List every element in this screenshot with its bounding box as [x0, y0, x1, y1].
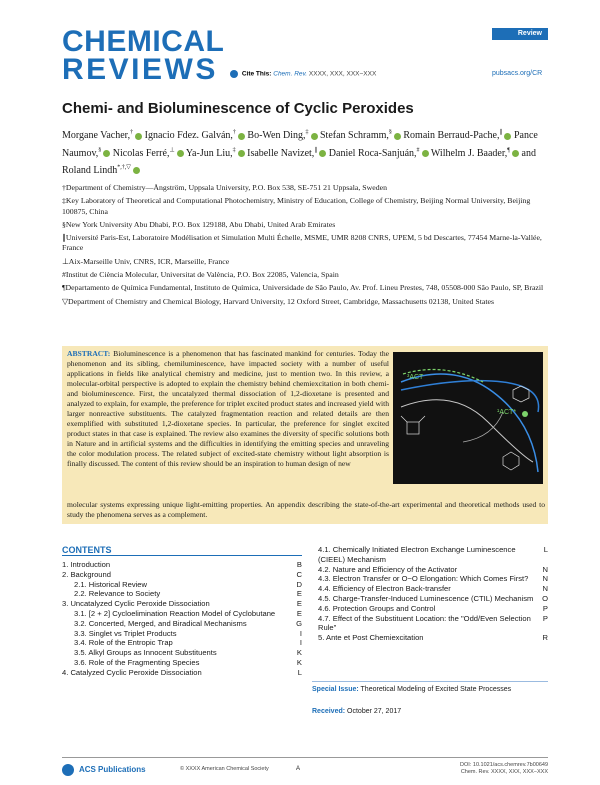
toc-entry-page: L — [297, 667, 302, 677]
toc-entry-page: E — [296, 599, 302, 609]
toc-entry-page: I — [299, 628, 302, 638]
journal-site-link[interactable]: pubsacs.org/CR — [492, 70, 543, 77]
toc-entry-page: E — [296, 608, 302, 618]
orcid-icon[interactable] — [177, 150, 184, 157]
author-affiliation-mark: ‡ — [305, 130, 309, 136]
article-type-badge: Review — [492, 28, 548, 40]
cite-icon — [230, 70, 238, 78]
toc-entry-label: 4.2. Nature and Efficiency of the Activator — [318, 564, 458, 574]
toc-entry[interactable] — [62, 609, 302, 619]
cite-ref: XXXX, XXX, XXX−XXX — [308, 70, 377, 78]
toc-entry[interactable] — [318, 604, 548, 614]
acs-publications-text: ACS Publications — [78, 765, 146, 775]
author-name: Isabelle Navizet, — [247, 147, 315, 159]
toc-entry-label: 2. Background — [62, 569, 111, 579]
affiliation: ▽Department of Chemistry and Chemical Biology, Harvard University, 12 Oxford Street, Cambridge, Massachusetts 02138, United States — [62, 296, 494, 306]
toc-entry-label: 3.1. [2 + 2] Cycloelimination Reaction Model of Cyclobutane — [74, 608, 276, 618]
author-affiliation-mark: ¶ — [507, 147, 510, 154]
toc-entry[interactable] — [62, 638, 302, 648]
toc-entry-page: N — [542, 574, 548, 584]
author — [320, 130, 403, 141]
author-affiliation-mark: # — [416, 147, 420, 154]
toc-entry[interactable] — [62, 599, 302, 609]
orcid-icon[interactable] — [311, 133, 318, 140]
author — [329, 148, 431, 159]
abstract-tail: molecular systems expressing unique light-emitting properties. An appendix describing the state-of-the-art experimental and theoretical methods used to study the phenomena serves as a complement. — [67, 500, 545, 519]
toc-entry-page: K — [296, 657, 302, 667]
orcid-icon[interactable] — [319, 150, 326, 157]
acs-publications-logo[interactable] — [62, 764, 146, 776]
affiliation: ∥Université Paris-Est, Laboratoire Modélisation et Simulation Multi Échelle, MSME, UMR 8208 CNRS, UPEM, 5 bd Descartes, 77454 Marne-la-Vallée, France — [62, 233, 542, 253]
toc-graphic — [393, 352, 543, 484]
doi[interactable]: DOI: 10.1021/acs.chemrev.7b00649 — [460, 762, 548, 768]
toc-entry-label: 4.5. Charge-Transfer-Induced Luminescence (CTIL) Mechanism — [318, 593, 534, 603]
copyright: © XXXX American Chemical Society — [180, 766, 269, 772]
affiliation: ¶Departamento de Química Fundamental, Instituto de Química, Universidade de São Paulo, Av. Prof. Lineu Prestes, 748, 05508-000 São Paulo, SP, Brazil — [62, 283, 544, 293]
received-value: October 27, 2017 — [347, 708, 402, 715]
contents-divider — [62, 555, 302, 556]
orcid-icon[interactable] — [422, 150, 429, 157]
cite-this[interactable] — [230, 70, 376, 78]
toc-entry[interactable] — [62, 668, 302, 678]
toc-entry-label: 4.3. Electron Transfer or O−O Elongation: Which Comes First? — [318, 574, 529, 584]
toc-entry-page: I — [299, 638, 302, 648]
toc-entry[interactable] — [318, 633, 548, 643]
toc-entry-label: 4.7. Effect of the Substituent Location: the "Odd/Even Selection Rule" — [318, 613, 531, 633]
fig-label-triplet: ³ACT — [407, 374, 424, 381]
author — [62, 130, 145, 141]
toc-entry-label: 3.6. Role of the Fragmenting Species — [74, 657, 200, 667]
affiliation: §New York University Abu Dhabi, P.O. Box 129188, Abu Dhabi, United Arab Emirates — [62, 219, 336, 229]
energy-curve-1 — [401, 374, 538, 472]
author-name: Nicolas Ferré, — [112, 147, 170, 159]
toc-entry-page: N — [542, 564, 548, 574]
orcid-icon[interactable] — [512, 150, 519, 157]
author-name: Ignacio Fdez. Galván, — [144, 130, 233, 142]
article-title: Chemi- and Bioluminescence of Cyclic Peroxides — [62, 100, 414, 117]
toc-entry-label: 4. Catalyzed Cyclic Peroxide Dissociation — [62, 667, 202, 677]
energy-curve-2 — [401, 381, 539, 412]
toc-entry-page: O — [542, 593, 548, 603]
toc-entry-label: 3.2. Concerted, Merged, and Biradical Mechanisms — [74, 618, 247, 628]
author — [145, 130, 248, 141]
abstract — [67, 349, 389, 469]
author — [247, 148, 329, 159]
toc-entry[interactable] — [62, 629, 302, 639]
orcid-icon[interactable] — [133, 167, 140, 174]
author-affiliation-mark: ∥ — [499, 130, 503, 136]
toc-entry[interactable] — [62, 619, 302, 629]
author-name: Ya-Jun Liu, — [185, 147, 233, 159]
fig-label-singlet: ¹ACT* — [497, 409, 517, 416]
toc-entry-label: 3. Uncatalyzed Cyclic Peroxide Dissociation — [62, 599, 210, 609]
author-name: and Roland Lindh — [62, 147, 536, 176]
toc-entry-page: C — [296, 569, 302, 579]
toc-entry-label: 4.4. Efficiency of Electron Back-transfer — [318, 584, 451, 594]
toc-entry[interactable] — [62, 570, 302, 580]
toc-entry-label: 4.6. Protection Groups and Control — [318, 603, 436, 613]
toc-entry-page: P — [542, 603, 548, 613]
footer-cite: Chem. Rev. XXXX, XXX, XXX−XXX — [460, 769, 548, 775]
acs-hex-icon — [62, 764, 74, 776]
toc-entry-label: 4.1. Chemically Initiated Electron Exchange Luminescence (CIEEL) Mechanism — [318, 545, 516, 564]
orcid-icon[interactable] — [504, 133, 511, 140]
toc-entry[interactable] — [318, 574, 548, 584]
toc-entry[interactable] — [318, 545, 548, 565]
author — [247, 130, 320, 141]
author-list — [62, 126, 552, 178]
toc-entry-page: P — [542, 613, 548, 623]
special-issue-text: Theoretical Modeling of Excited State Processes — [360, 686, 512, 693]
toc-entry-page: D — [296, 579, 302, 589]
toc-entry-label: 2.1. Historical Review — [74, 579, 148, 589]
toc-entry-page: G — [296, 618, 302, 628]
toc-entry-label: 3.4. Role of the Entropic Trap — [74, 638, 173, 648]
toc-entry-label: 5. Ante et Post Chemiexcitation — [318, 633, 424, 643]
author-name: Stefan Schramm, — [320, 130, 389, 142]
doi-block — [455, 762, 548, 776]
author — [113, 148, 186, 159]
orcid-icon[interactable] — [394, 133, 401, 140]
author-affiliation-mark: *,†,▽ — [117, 164, 131, 171]
special-issue — [312, 686, 511, 693]
toc-entry-page: K — [296, 648, 302, 658]
author-name: Romain Berraud-Pache, — [403, 130, 500, 142]
toc-entry-page: N — [542, 584, 548, 594]
author-affiliation-mark: § — [98, 147, 102, 154]
emission-glow — [522, 411, 528, 417]
author-name: Wilhelm J. Baader, — [430, 147, 508, 159]
author-affiliation-mark: † — [130, 130, 134, 136]
journal-logo-line1: CHEMICAL — [62, 25, 225, 58]
affiliation: ‡Key Laboratory of Theoretical and Computational Photochemistry, Ministry of Education, College of Chemistry, Beijing Normal University, Beijing 100875, China — [62, 196, 531, 216]
affiliation-list — [62, 183, 552, 310]
author-name: Bo-Wen Ding, — [247, 130, 306, 142]
molecule-3 — [503, 452, 519, 470]
orcid-icon[interactable] — [238, 133, 245, 140]
cite-label: Cite This: — [241, 70, 272, 78]
author-name: Pance Naumov, — [62, 130, 538, 159]
toc-entry[interactable] — [62, 648, 302, 658]
toc-entry[interactable] — [62, 658, 302, 668]
cite-journal: Chem. Rev. — [273, 70, 308, 78]
curve-link — [463, 412, 503, 442]
toc-entry-label: 3.5. Alkyl Groups as Innocent Substituents — [74, 648, 217, 658]
received-label: Received: — [312, 708, 346, 715]
toc-entry[interactable] — [318, 614, 548, 634]
contents-heading: CONTENTS — [62, 545, 112, 555]
author — [186, 148, 247, 159]
toc-entry-page: B — [296, 560, 302, 569]
author — [403, 130, 514, 141]
author — [431, 148, 522, 159]
toc-right — [318, 545, 548, 643]
affiliation: †Department of Chemistry—Ångström, Uppsala University, P.O. Box 538, SE-751 21 Uppsala, Sweden — [62, 183, 387, 192]
affiliation: ⊥Aix-Marseille Univ, CNRS, ICR, Marseille, France — [62, 256, 230, 266]
author-affiliation-mark: § — [388, 130, 392, 136]
journal-logo — [62, 25, 225, 86]
footer-divider — [62, 757, 548, 758]
toc-entry[interactable] — [62, 560, 302, 570]
special-issue-label: Special Issue: — [312, 686, 359, 693]
toc-entry-label: 2.2. Relevance to Society — [74, 589, 161, 599]
orcid-icon[interactable] — [135, 133, 142, 140]
molecule-1 — [401, 416, 425, 434]
abstract-text: Bioluminescence is a phenomenon that has fascinated mankind for centuries. Today the phenomenon and its sibling, chemiluminescence, have impacted society with a number of useful applications in fields like analytical chemistry and medicine, just to mention two. In this review, a molecular-orbital perspective is adopted to explain the chemistry behind chemiexcitation in both chemi- and bioluminescence. First, the uncatalyzed thermal dissociation of 1,2-dioxetane is presented and analyzed to explain, for example, the preference for triplet excited product states and increased yield with larger nonreactive substituents. The catalyzed fragmentation reaction and related details are then exemplified with substituted 1,2-dioxetane species. In particular, the preference for singlet excited product states in that case is explained. The review also examines the diversity of specific solutions both in Nature and in artificial systems and the difficulties in identifying the emitting species and unraveling the color modulation process. The related subject of excited-state chemistry without light absorption is finally discussed. The content of this review should be an inspiration to human design of new — [67, 349, 389, 468]
page-number: A — [296, 766, 301, 772]
toc-entry-label: 1. Introduction — [62, 560, 111, 569]
toc-entry[interactable] — [318, 594, 548, 604]
author-affiliation-mark: ‡ — [232, 147, 236, 154]
toc-entry-page: L — [543, 545, 548, 554]
toc-entry-label: 3.3. Singlet vs Triplet Products — [74, 628, 177, 638]
toc-entry[interactable] — [62, 580, 302, 590]
toc-entry[interactable] — [318, 565, 548, 575]
special-divider — [312, 681, 548, 682]
abstract-label: ABSTRACT: — [67, 349, 111, 358]
affiliation: #Institut de Ciència Molecular, Universitat de València, P.O. Box 22085, Valencia, Spain — [62, 270, 339, 280]
author-name: Daniel Roca-Sanjuán, — [328, 147, 417, 159]
author-affiliation-mark: ⊥ — [169, 147, 175, 154]
toc-entry[interactable] — [62, 589, 302, 599]
toc-entry-page: E — [296, 589, 302, 599]
toc-graphic-svg — [393, 352, 543, 484]
author-affiliation-mark: ∥ — [314, 147, 318, 154]
received-date — [312, 708, 401, 715]
author-affiliation-mark: † — [232, 130, 236, 136]
orcid-icon[interactable] — [238, 150, 245, 157]
toc-entry[interactable] — [318, 584, 548, 594]
journal-logo-line2: REVIEWS — [62, 53, 218, 86]
toc-entry-page: R — [542, 633, 548, 643]
toc-left — [62, 560, 302, 678]
orcid-icon[interactable] — [103, 150, 110, 157]
author-name: Morgane Vacher, — [62, 130, 131, 142]
